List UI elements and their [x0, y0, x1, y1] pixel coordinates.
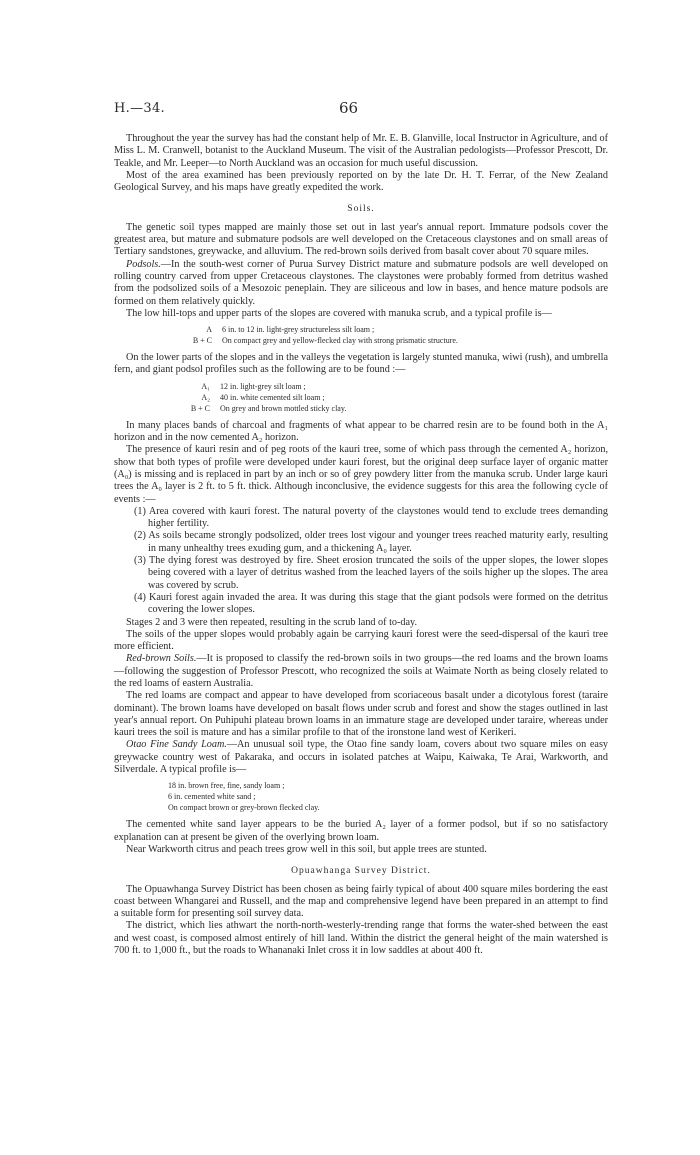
paragraph: The low hill-tops and upper parts of the slopes are covered with manuka scrub, and a typical profile is— [126, 307, 552, 319]
list-item: (3) The dying forest was destroyed by fire. Sheet erosion truncated the soils of the upper slopes, the lower slopes being covered with a layer of detritus washed from the leached layers of the soils higher up the slopes. The area was covered by scrub. [134, 555, 608, 591]
profile-row: 18 in. brown free, fine, sandy loam ; [168, 781, 285, 791]
subheading-otao-loam: Otao Fine Sandy Loam. [126, 739, 227, 751]
paragraph: Most of the area examined has been previously reported on by the late Dr. H. T. Ferrar, of the New Zealand Geological Survey, and his maps have greatly expedited the work. [114, 169, 608, 194]
profile-row: 6 in. cemented white sand ; [168, 792, 256, 802]
profile-row: A₁ 12 in. light-grey silt loam ; [201, 381, 306, 391]
paragraph: The red loams are compact and appear to have developed from scoriaceous basalt under a dicotylous forest (taraire dominant). The brown loams have developed on basalt flows under scrub and forest and show the stages outlined in last year's annual report. On Puhipuhi plateau brown loams in an immature stage are developed under taraire, whereas under kauri trees the soil is mature and has a similar profile to that of the ironstone land west of Kerikeri. [114, 690, 608, 739]
paragraph: Near Warkworth citrus and peach trees grow well in this soil, but apple trees are stunted. [126, 843, 487, 855]
paragraph: Red-brown Soils.—It is proposed to classify the red-brown soils in two groups—the red loams and the brown loams—following the suggestion of Professor Prescott, who recognized the soils at Waimate North as being closely related to the red loams of eastern Australia. [114, 653, 608, 689]
list-item: (2) As soils became strongly podsolized, older trees lost vigour and younger trees reached maturity early, resulting in many unhealthy trees exuding gum, and a thickening A₀ layer. [134, 530, 608, 554]
profile-row: A 6 in. to 12 in. light-grey structureless silt loam ; [206, 325, 375, 335]
subheading-red-brown-soils: Red-brown Soils. [126, 653, 197, 665]
soil-profile-3 [168, 780, 608, 813]
body-text [114, 133, 608, 957]
profile-row: On compact brown or grey-brown flecked clay. [168, 803, 320, 813]
paragraph: Throughout the year the survey has had the constant help of Mr. E. B. Glanville, local Instructor in Agriculture, and of Miss L. M. Cranwell, botanist to the Auckland Museum. The visit of the Australian pedologists—Professor Prescott, Dr. Teakle, and Mr. Leeper—to North Auckland was an occasion for much useful discussion. [114, 133, 608, 169]
subheading-podsols: Podsols. [126, 258, 161, 270]
list-item: (1) Area covered with kauri forest. The natural poverty of the claystones would tend to exclude trees demanding higher fertility. [134, 505, 608, 530]
paragraph: Stages 2 and 3 were then repeated, resulting in the scrub land of to-day. [126, 616, 418, 628]
soil-profile-2 [114, 381, 608, 414]
soil-profile-1 [114, 324, 608, 346]
section-heading-soils: Soils. [347, 204, 375, 215]
paragraph: The soils of the upper slopes would probably again be carrying kauri forest were the seed-dispersal of the kauri tree more efficient. [114, 628, 608, 653]
paragraph: The district, which lies athwart the north-north-westerly-trending range that forms the water-shed between the east and west coast, is composed almost entirely of hill land. Within the district the general height of the main watershed is 700 ft. to 1,000 ft., but the roads to Whananaki Inlet cross it in low saddles at about 400 ft. [114, 920, 608, 957]
paragraph: In many places bands of charcoal and fragments of what appear to be charred resin are to be found both in the A₁ horizon and in the now cemented A₂ horizon. [114, 419, 608, 444]
page-number: 66 [339, 99, 359, 117]
page-reference: H.—34. [114, 101, 165, 116]
paragraph: On the lower parts of the slopes and in the valleys the vegetation is largely stunted manuka, wiwi (rush), and umbrella fern, and giant podsol profiles such as the following are to be found :— [114, 352, 608, 376]
profile-row: A₂ 40 in. white cemented silt loam ; [201, 392, 325, 402]
events-list [114, 506, 608, 617]
paragraph: Podsols.—In the south-west corner of Purua Survey District mature and submature podsols are well developed on rolling country carved from upper Cretaceous claystones. The claystones were probably formed from detritus washed from the podsolized soils of a Mesozoic peneplain. They are siliceous and low in bases, and hence mature podsols are formed on them relatively quickly. [114, 258, 608, 307]
section-heading-opuawhanga: Opuawhanga Survey District. [291, 866, 431, 877]
paragraph: The Opuawhanga Survey District has been chosen as being fairly typical of about 400 square miles bordering the east coast between Whangarei and Russell, and the map and comprehensive legend have been prepared in an attempt to find a suitable form for presenting soil survey data. [114, 883, 608, 920]
profile-row: B + C On grey and brown mottled sticky clay. [190, 403, 347, 413]
paragraph: The cemented white sand layer appears to be the buried A₂ layer of a former podsol, but if so no satisfactory explanation can at present be given of the overlying brown loam. [114, 819, 608, 843]
paragraph: The presence of kauri resin and of peg roots of the kauri tree, some of which pass through the cemented A₂ horizon, show that both types of profile were developed under kauri forest, but the original deep surface layer of organic matter (A₀) is missing and is replaced in part by an inch or so of grey powdery litter from the manuka scrub. Under large kauri trees the A₀ layer is 2 ft. to 5 ft. thick. Although inconclusive, the evidence suggests for this area the following cycle of events :— [114, 444, 608, 505]
list-item: (4) Kauri forest again invaded the area. It was during this stage that the giant podsols were formed on the detritus covering the lower slopes. [134, 591, 608, 616]
paragraph: The genetic soil types mapped are mainly those set out in last year's annual report. Immature podsols cover the greatest area, but mature and submature podsols are well developed on the Cretaceous claystones and on small areas of Tertiary sandstones, greywacke, and alluvium. The red-brown soils derived from basalt cover about 70 square miles. [114, 221, 608, 258]
paragraph: Otao Fine Sandy Loam.—An unusual soil type, the Otao fine sandy loam, covers about two square miles on easy greywacke country west of Pakaraka, and occurs in isolated patches at Waipu, Kaiwaka, Te Arai, Warkworth, and Silverdale. A typical profile is— [114, 739, 608, 776]
profile-row: B + C On compact grey and yellow-flecked clay with strong prismatic structure. [192, 336, 458, 346]
